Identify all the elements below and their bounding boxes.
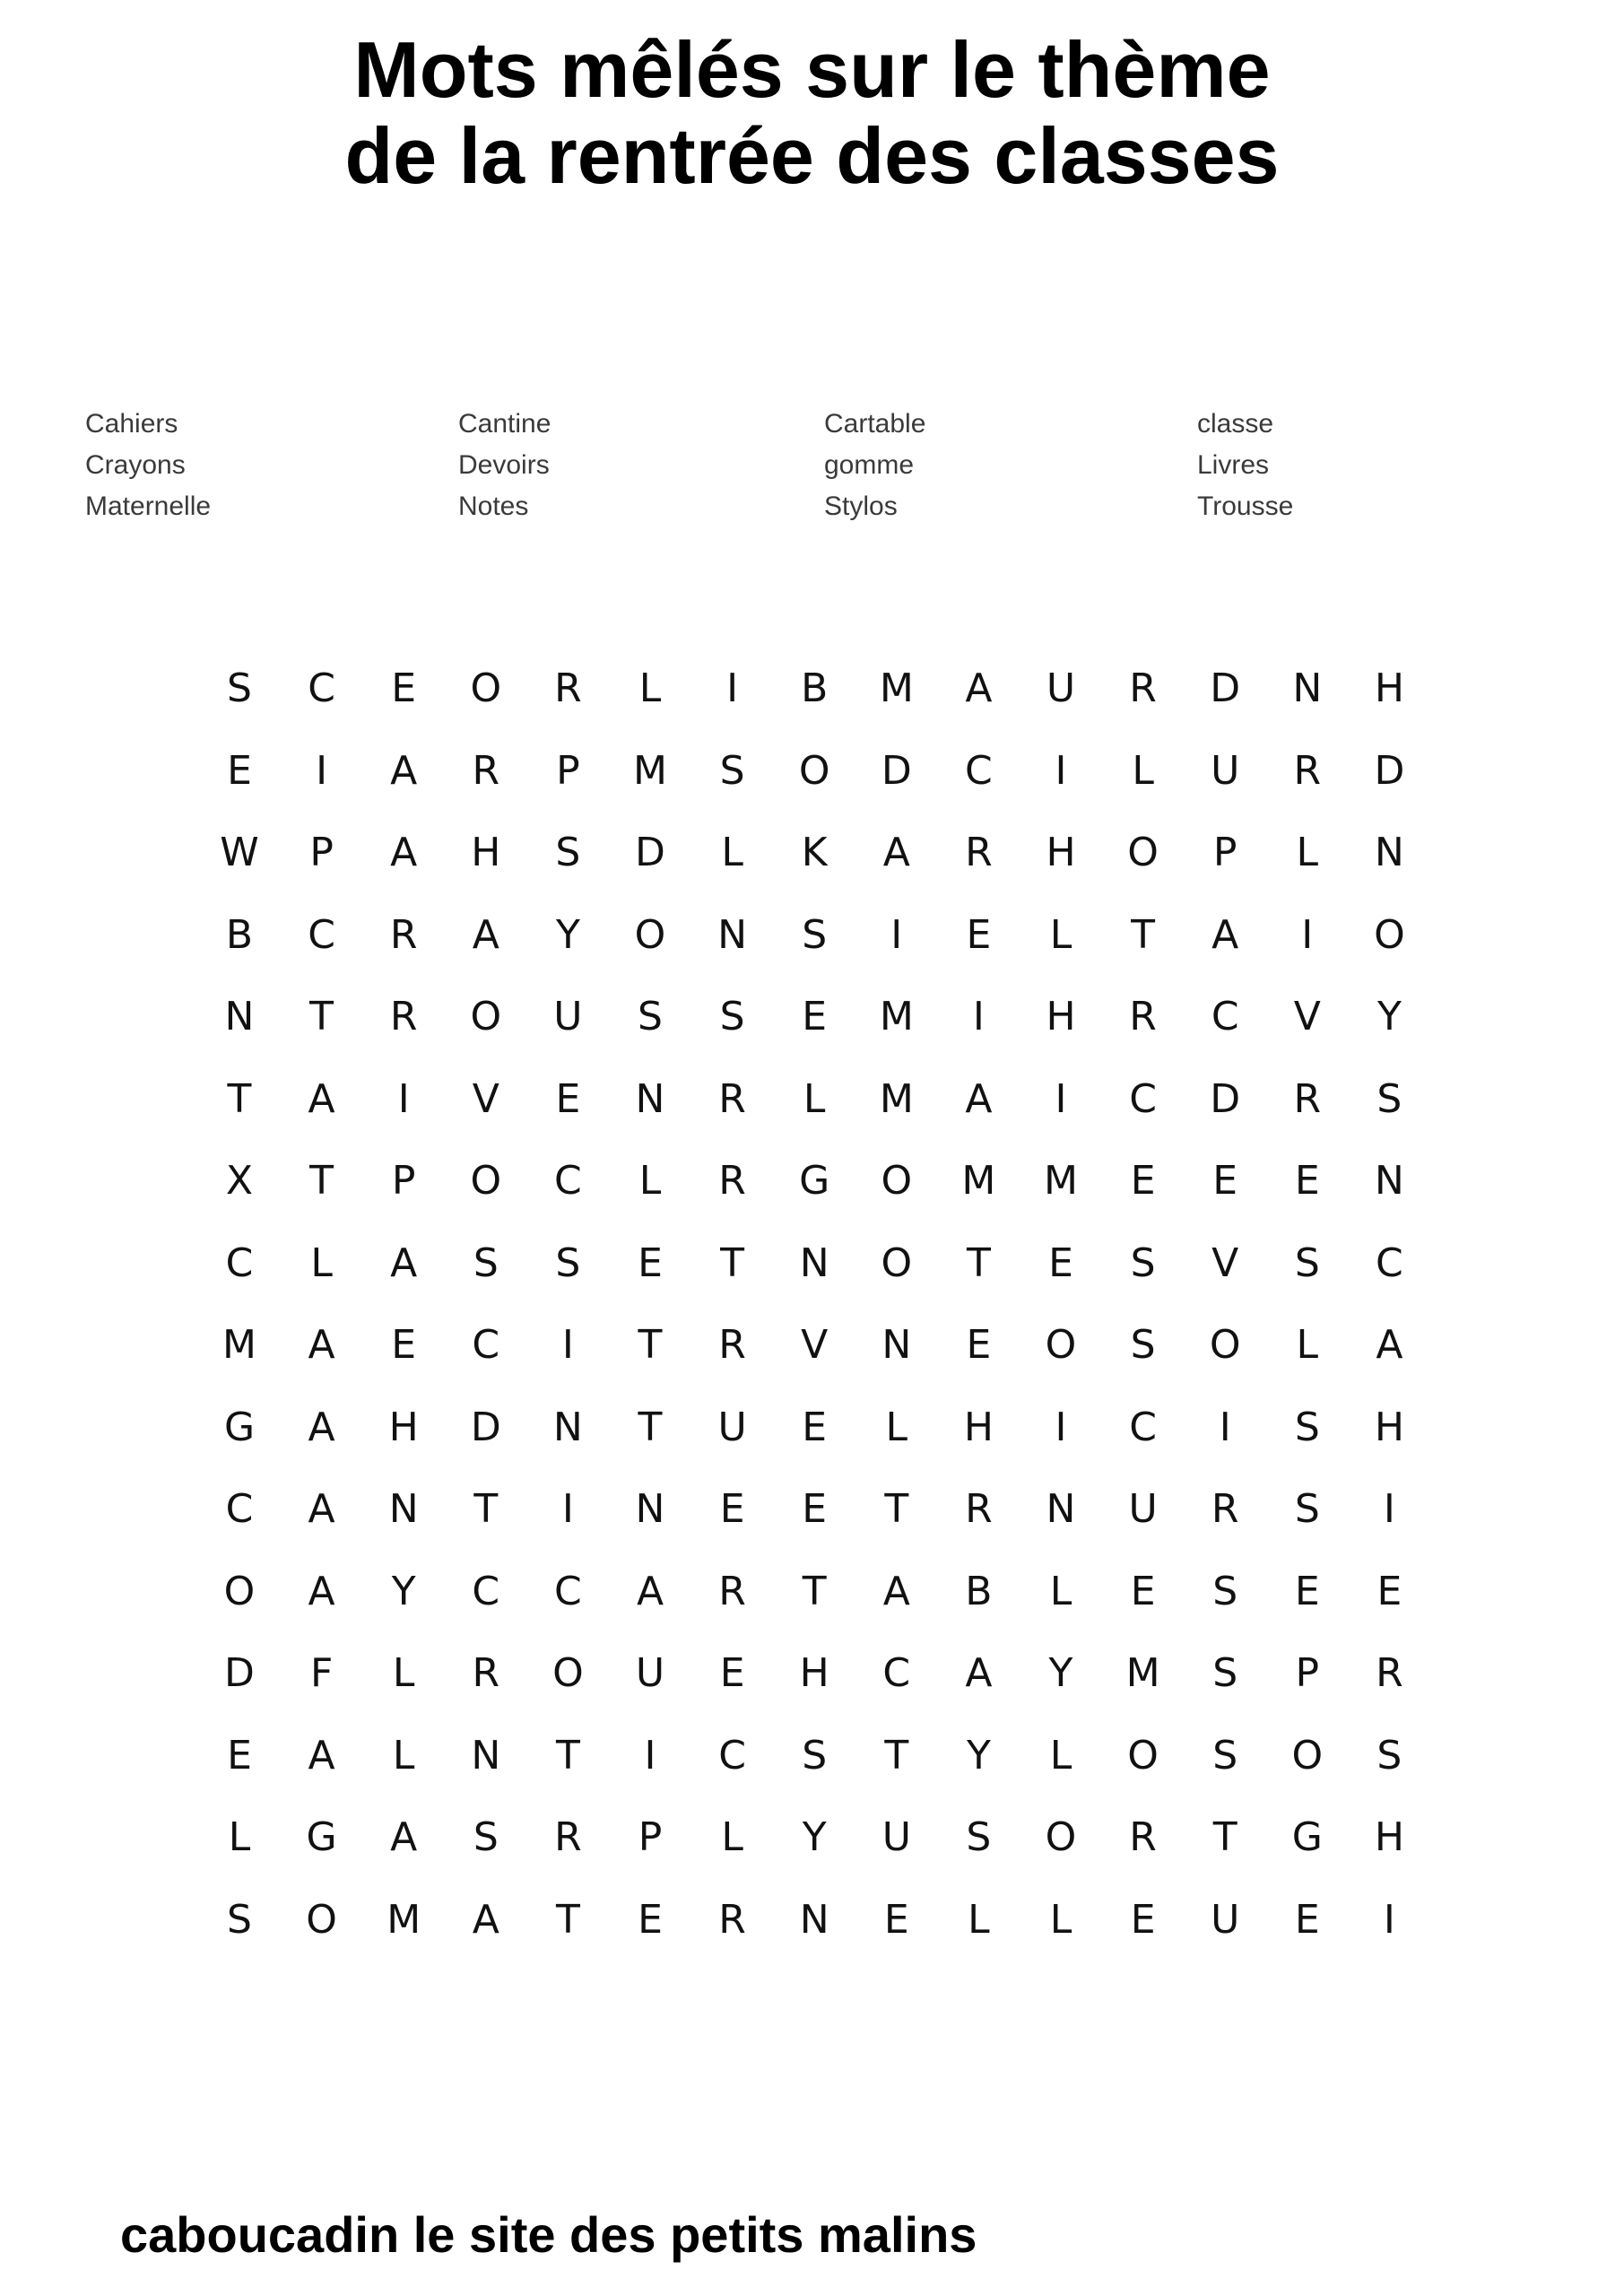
- grid-letter: O: [306, 1896, 337, 1943]
- grid-letter: S: [555, 830, 581, 875]
- grid-letter: P: [309, 830, 334, 875]
- grid-letter: A: [308, 1075, 335, 1122]
- grid-letter: O: [552, 1650, 584, 1696]
- grid-letter: T: [884, 1732, 909, 1779]
- word-list-column-4: [1197, 404, 1293, 527]
- grid-letter: L: [885, 1404, 908, 1450]
- grid-letter: T: [309, 1158, 334, 1204]
- grid-letter: E: [719, 1486, 745, 1532]
- grid-letter: R: [718, 1158, 746, 1204]
- grid-letter: E: [1048, 1239, 1073, 1286]
- grid-letter: D: [635, 830, 665, 875]
- grid-letter: R: [718, 1568, 746, 1614]
- grid-letter: A: [390, 1239, 418, 1286]
- grid-letter: C: [308, 911, 335, 958]
- grid-letter: E: [966, 911, 992, 958]
- grid-letter: M: [386, 1896, 421, 1943]
- grid-letter: E: [638, 1896, 663, 1943]
- grid-letter: S: [473, 1814, 499, 1860]
- grid-letter: I: [316, 747, 328, 794]
- grid-letter: Y: [391, 1568, 416, 1614]
- grid-letter: E: [966, 1322, 992, 1368]
- grid-letter: N: [1046, 1486, 1076, 1532]
- grid-letter: O: [881, 1158, 913, 1204]
- grid-letter: R: [1376, 1650, 1403, 1696]
- grid-letter: L: [968, 1896, 990, 1943]
- grid-letter: F: [309, 1650, 334, 1696]
- grid-letter: A: [882, 830, 910, 875]
- page-title: [0, 27, 1624, 199]
- grid-letter: M: [1044, 1158, 1078, 1204]
- grid-letter: S: [1294, 1239, 1320, 1286]
- grid-letter: A: [965, 665, 993, 711]
- grid-letter: S: [966, 1814, 992, 1860]
- word-item: gomme: [824, 450, 915, 480]
- grid-letter: L: [392, 1732, 415, 1779]
- grid-letter: N: [635, 1075, 665, 1122]
- grid-letter: E: [1130, 1568, 1156, 1614]
- grid-letter: B: [225, 911, 254, 958]
- grid-letter: C: [225, 1239, 254, 1286]
- grid-letter: C: [1376, 1239, 1403, 1286]
- grid-letter: S: [1376, 1732, 1403, 1779]
- grid-letter: I: [397, 1075, 410, 1122]
- grid-letter: G: [1291, 1814, 1323, 1860]
- grid-letter: O: [223, 1568, 256, 1614]
- grid-letter: H: [471, 830, 501, 875]
- grid-letter: N: [799, 1896, 829, 1943]
- grid-letter: T: [555, 1896, 580, 1943]
- grid-letter: I: [644, 1732, 656, 1779]
- grid-letter: L: [1296, 830, 1319, 875]
- grid-letter: S: [1212, 1650, 1238, 1696]
- grid-letter: B: [965, 1568, 993, 1614]
- grid-letter: R: [718, 1075, 746, 1122]
- grid-letter: I: [1055, 747, 1067, 794]
- word-item: Notes: [458, 491, 529, 521]
- word-item: Stylos: [824, 491, 898, 521]
- grid-letter: A: [965, 1650, 993, 1696]
- grid-letter: M: [633, 747, 667, 794]
- grid-letter: H: [963, 1404, 994, 1450]
- grid-letter: E: [802, 1404, 828, 1450]
- grid-letter: T: [555, 1732, 580, 1779]
- grid-letter: M: [222, 1322, 256, 1368]
- word-item: Cartable: [824, 409, 926, 439]
- grid-letter: P: [1295, 1650, 1320, 1696]
- grid-letter: S: [1212, 1732, 1238, 1779]
- grid-letter: S: [1376, 1075, 1403, 1122]
- grid-letter: S: [638, 994, 663, 1039]
- grid-letter: T: [884, 1486, 909, 1532]
- grid-letter: D: [470, 1404, 501, 1450]
- grid-letter: R: [472, 747, 500, 794]
- grid-letter: E: [1294, 1896, 1320, 1943]
- grid-letter: T: [309, 994, 334, 1039]
- grid-letter: R: [965, 1486, 993, 1532]
- grid-letter: I: [1055, 1075, 1067, 1122]
- grid-letter: L: [1049, 911, 1073, 958]
- grid-letter: L: [1049, 1896, 1073, 1943]
- grid-letter: T: [638, 1322, 663, 1368]
- grid-letter: L: [392, 1650, 415, 1696]
- grid-letter: I: [561, 1486, 574, 1532]
- grid-letter: A: [390, 747, 418, 794]
- grid-letter: L: [638, 665, 662, 711]
- grid-letter: U: [1128, 1486, 1158, 1532]
- grid-letter: N: [552, 1404, 583, 1450]
- grid-letter: M: [879, 665, 914, 711]
- grid-letter: G: [223, 1404, 256, 1450]
- grid-letter: O: [881, 1239, 913, 1286]
- grid-letter: T: [473, 1486, 499, 1532]
- grid-letter: L: [228, 1814, 251, 1860]
- grid-letter: U: [1211, 747, 1240, 794]
- grid-letter: G: [799, 1158, 830, 1204]
- grid-letter: N: [1374, 830, 1404, 875]
- grid-letter: R: [1293, 1075, 1322, 1122]
- grid-letter: P: [556, 747, 580, 794]
- grid-letter: V: [801, 1322, 829, 1368]
- word-list-column-3: [824, 404, 925, 527]
- grid-letter: O: [1045, 1322, 1077, 1368]
- grid-letter: C: [718, 1732, 746, 1779]
- grid-letter: T: [1212, 1814, 1238, 1860]
- grid-letter: I: [1383, 1896, 1395, 1943]
- grid-letter: H: [388, 1404, 419, 1450]
- grid-letter: A: [882, 1568, 910, 1614]
- grid-letter: E: [227, 747, 252, 794]
- grid-letter: A: [308, 1322, 335, 1368]
- grid-letter: O: [470, 1158, 502, 1204]
- grid-letter: R: [472, 1650, 500, 1696]
- grid-letter: S: [1294, 1404, 1320, 1450]
- grid-letter: H: [799, 1650, 829, 1696]
- grid-letter: S: [555, 1239, 581, 1286]
- grid-letter: S: [227, 665, 252, 711]
- grid-letter: A: [472, 1896, 499, 1943]
- grid-letter: C: [472, 1322, 500, 1368]
- grid-letter: E: [1212, 1158, 1238, 1204]
- grid-letter: K: [801, 830, 828, 875]
- grid-letter: E: [391, 665, 417, 711]
- grid-letter: O: [1127, 1732, 1159, 1779]
- grid-letter: A: [1211, 911, 1239, 958]
- grid-letter: H: [1374, 1814, 1404, 1860]
- word-item: Cahiers: [85, 409, 178, 439]
- word-item: Maternelle: [85, 491, 212, 521]
- grid-letter: L: [638, 1158, 662, 1204]
- grid-letter: C: [554, 1568, 582, 1614]
- grid-letter: I: [1383, 1486, 1395, 1532]
- grid-letter: D: [881, 747, 912, 794]
- grid-letter: H: [1374, 665, 1404, 711]
- grid-letter: R: [554, 665, 582, 711]
- grid-letter: S: [1212, 1568, 1238, 1614]
- grid-letter: N: [799, 1239, 829, 1286]
- word-item: Cantine: [458, 409, 551, 439]
- grid-letter: E: [802, 1486, 828, 1532]
- grid-letter: R: [1129, 1814, 1157, 1860]
- grid-letter: O: [634, 911, 666, 958]
- word-item: Livres: [1197, 450, 1270, 480]
- grid-letter: H: [1374, 1404, 1404, 1450]
- grid-letter: A: [472, 911, 499, 958]
- word-item: Devoirs: [458, 450, 550, 480]
- site-footer: caboucadin le site des petits malins: [120, 2206, 977, 2263]
- grid-letter: N: [881, 1322, 912, 1368]
- grid-letter: T: [720, 1239, 745, 1286]
- grid-letter: E: [1130, 1158, 1156, 1204]
- grid-letter: L: [803, 1075, 826, 1122]
- grid-letter: R: [718, 1322, 746, 1368]
- word-item: Crayons: [85, 450, 186, 480]
- grid-letter: C: [308, 665, 335, 711]
- grid-letter: E: [1294, 1158, 1320, 1204]
- grid-letter: P: [391, 1158, 416, 1204]
- grid-letter: O: [1209, 1322, 1241, 1368]
- grid-letter: R: [1129, 665, 1157, 711]
- grid-letter: O: [470, 665, 502, 711]
- grid-letter: U: [717, 1404, 747, 1450]
- grid-letter: O: [1045, 1814, 1077, 1860]
- grid-letter: R: [1129, 994, 1157, 1039]
- grid-letter: G: [306, 1814, 337, 1860]
- grid-letter: N: [388, 1486, 419, 1532]
- grid-letter: O: [470, 994, 502, 1039]
- grid-letter: Y: [802, 1814, 827, 1860]
- grid-letter: E: [1376, 1568, 1403, 1614]
- grid-letter: M: [961, 1158, 996, 1204]
- grid-letter: U: [553, 994, 583, 1039]
- grid-letter: L: [1049, 1732, 1073, 1779]
- grid-letter: C: [965, 747, 993, 794]
- grid-letter: X: [225, 1158, 254, 1204]
- word-list: [0, 404, 1624, 529]
- grid-letter: V: [472, 1075, 499, 1122]
- word-list-column-2: [458, 404, 551, 527]
- grid-letter: A: [308, 1486, 335, 1532]
- grid-letter: B: [801, 665, 829, 711]
- grid-letter: S: [1130, 1239, 1156, 1286]
- grid-letter: M: [1125, 1650, 1160, 1696]
- grid-letter: N: [635, 1486, 665, 1532]
- grid-letter: I: [1219, 1404, 1231, 1450]
- grid-letter: N: [471, 1732, 501, 1779]
- grid-letter: C: [225, 1486, 254, 1532]
- grid-letter: S: [227, 1896, 252, 1943]
- grid-letter: D: [1210, 665, 1241, 711]
- grid-letter: E: [638, 1239, 663, 1286]
- grid-letter: E: [1130, 1896, 1156, 1943]
- grid-letter: R: [389, 994, 418, 1039]
- grid-letter: L: [1049, 1568, 1073, 1614]
- grid-letter: S: [719, 747, 745, 794]
- grid-letter: P: [638, 1814, 663, 1860]
- grid-letter: C: [1211, 994, 1239, 1039]
- grid-letter: S: [802, 1732, 828, 1779]
- grid-letter: R: [554, 1814, 582, 1860]
- grid-letter: I: [561, 1322, 574, 1368]
- grid-letter: U: [1046, 665, 1076, 711]
- grid-letter: M: [879, 1075, 914, 1122]
- grid-letter: C: [882, 1650, 911, 1696]
- grid-letter: Y: [1376, 994, 1402, 1039]
- grid-letter: R: [1293, 747, 1322, 794]
- grid-letter: O: [1291, 1732, 1324, 1779]
- grid-letter: S: [719, 994, 745, 1039]
- grid-letter: N: [1292, 665, 1323, 711]
- grid-letter: S: [1294, 1486, 1320, 1532]
- grid-letter: C: [1129, 1075, 1157, 1122]
- grid-letter: D: [1374, 747, 1405, 794]
- grid-letter: A: [965, 1075, 993, 1122]
- grid-letter: A: [308, 1404, 335, 1450]
- grid-letter: N: [1374, 1158, 1404, 1204]
- grid-letter: D: [1210, 1075, 1241, 1122]
- grid-letter: L: [1296, 1322, 1319, 1368]
- word-item: Trousse: [1197, 491, 1294, 521]
- grid-letter: E: [555, 1075, 581, 1122]
- grid-letter: O: [1374, 911, 1405, 958]
- grid-letter: A: [308, 1568, 335, 1614]
- word-item: classe: [1197, 409, 1274, 439]
- grid-letter: S: [1130, 1322, 1156, 1368]
- grid-letter: O: [1127, 830, 1159, 875]
- grid-letter: M: [879, 994, 914, 1039]
- grid-letter: C: [1129, 1404, 1157, 1450]
- grid-letter: V: [1211, 1239, 1239, 1286]
- word-list-column-1: [85, 404, 211, 527]
- grid-letter: R: [389, 911, 418, 958]
- grid-letter: T: [638, 1404, 663, 1450]
- grid-letter: T: [227, 1075, 252, 1122]
- grid-letter: T: [802, 1568, 827, 1614]
- grid-letter: L: [721, 1814, 743, 1860]
- grid-letter: L: [310, 1239, 333, 1286]
- grid-letter: C: [472, 1568, 500, 1614]
- grid-letter: T: [966, 1239, 991, 1286]
- grid-letter: E: [1294, 1568, 1320, 1614]
- title-line-1: Mots mêlés sur le thème: [353, 25, 1271, 114]
- grid-letter: Y: [1048, 1650, 1073, 1696]
- grid-letter: O: [798, 747, 830, 794]
- grid-letter: I: [1301, 911, 1314, 958]
- grid-letter: E: [802, 994, 828, 1039]
- grid-letter: I: [1055, 1404, 1067, 1450]
- grid-letter: A: [308, 1732, 335, 1779]
- grid-letter: D: [224, 1650, 255, 1696]
- grid-letter: Y: [555, 911, 580, 958]
- grid-letter: R: [965, 830, 993, 875]
- grid-letter: T: [1131, 911, 1156, 958]
- grid-letter: P: [1212, 830, 1238, 875]
- grid-letter: N: [224, 994, 255, 1039]
- grid-letter: H: [1046, 994, 1076, 1039]
- grid-letter: U: [1211, 1896, 1240, 1943]
- grid-letter: U: [635, 1650, 665, 1696]
- grid-letter: R: [718, 1896, 746, 1943]
- grid-letter: L: [1132, 747, 1154, 794]
- grid-letter: I: [890, 911, 903, 958]
- grid-letter: W: [220, 830, 259, 875]
- grid-letter: S: [473, 1239, 499, 1286]
- grid-letter: U: [881, 1814, 911, 1860]
- grid-letter: A: [390, 1814, 418, 1860]
- grid-letter: I: [972, 994, 985, 1039]
- grid-letter: Y: [966, 1732, 991, 1779]
- grid-letter: C: [554, 1158, 582, 1204]
- grid-letter: S: [802, 911, 828, 958]
- grid-letter: H: [1046, 830, 1076, 875]
- grid-letter: E: [883, 1896, 909, 1943]
- grid-letter: E: [719, 1650, 745, 1696]
- grid-letter: A: [636, 1568, 664, 1614]
- grid-letter: A: [390, 830, 418, 875]
- grid-letter: V: [1293, 994, 1321, 1039]
- grid-letter: R: [1211, 1486, 1239, 1532]
- grid-letter: N: [717, 911, 748, 958]
- grid-letter: A: [1376, 1322, 1403, 1368]
- grid-letter: I: [726, 665, 739, 711]
- title-line-2: de la rentrée des classes: [344, 111, 1280, 200]
- grid-letter: E: [391, 1322, 417, 1368]
- grid-letter: L: [721, 830, 743, 875]
- grid-letter: E: [227, 1732, 252, 1779]
